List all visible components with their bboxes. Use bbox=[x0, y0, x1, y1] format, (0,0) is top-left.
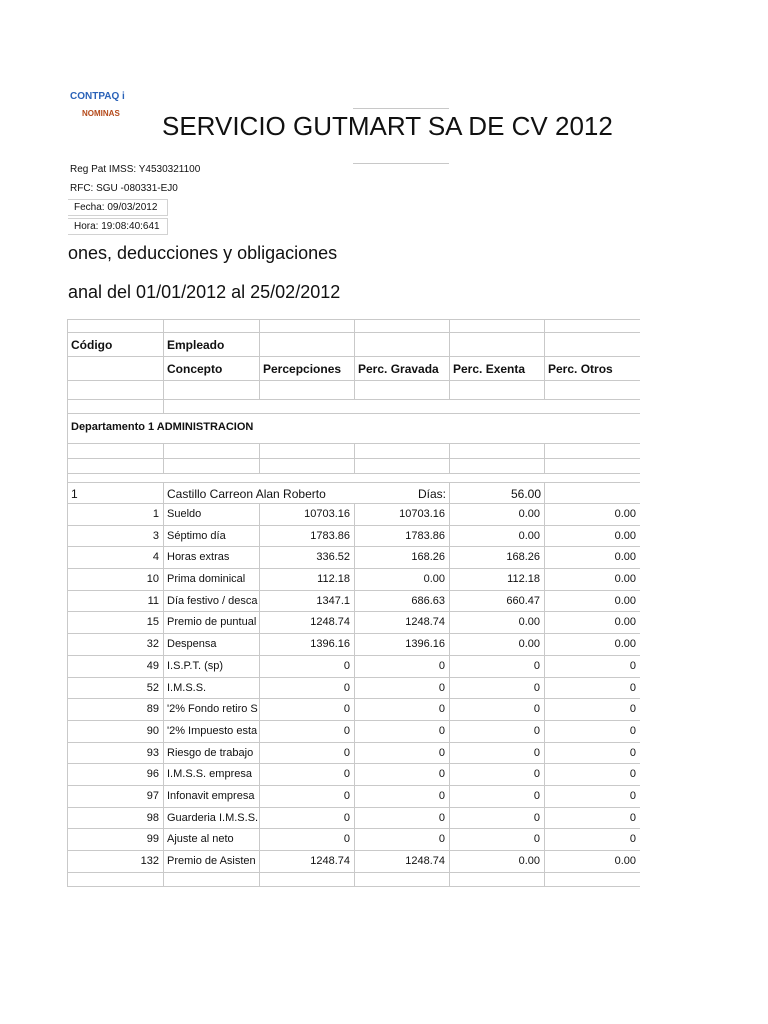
table-row bbox=[68, 526, 640, 548]
concept-code: 49 bbox=[146, 659, 159, 672]
table-row bbox=[68, 504, 640, 526]
brand-logo-text: CONTPAQ i bbox=[70, 91, 125, 102]
employee-row bbox=[68, 482, 640, 504]
perc-gravada-value: 1248.74 bbox=[354, 612, 449, 633]
perc-gravada-value: 0 bbox=[354, 699, 449, 720]
header-concepto: Concepto bbox=[163, 357, 259, 380]
table-row bbox=[68, 851, 640, 873]
concept-name: Séptimo día bbox=[163, 526, 259, 547]
percepciones-value: 1248.74 bbox=[259, 851, 354, 872]
header-perc-exenta: Perc. Exenta bbox=[449, 357, 544, 380]
concept-code: 97 bbox=[146, 789, 159, 802]
percepciones-value: 10703.16 bbox=[259, 504, 354, 525]
perc-exenta-value: 0.00 bbox=[449, 526, 544, 547]
percepciones-value: 0 bbox=[259, 764, 354, 785]
perc-gravada-value: 168.26 bbox=[354, 547, 449, 568]
company-title: SERVICIO GUTMART SA DE CV 2012 bbox=[162, 111, 613, 141]
perc-otros-value: 0 bbox=[544, 786, 640, 807]
fecha: Fecha: 09/03/2012 bbox=[68, 199, 168, 216]
concept-rows bbox=[68, 504, 640, 873]
perc-otros-value: 0.00 bbox=[544, 851, 640, 872]
header-divider-bottom bbox=[353, 163, 449, 164]
table-spacer-row bbox=[68, 459, 640, 474]
perc-gravada-value: 1248.74 bbox=[354, 851, 449, 872]
rfc: RFC: SGU -080331-EJ0 bbox=[70, 183, 178, 194]
perc-gravada-value: 0 bbox=[354, 721, 449, 742]
perc-exenta-value: 0 bbox=[449, 829, 544, 850]
concept-name: Día festivo / desca bbox=[163, 591, 259, 612]
table-row bbox=[68, 786, 640, 808]
concept-name: Premio de puntual bbox=[163, 612, 259, 633]
reg-pat-imss: Reg Pat IMSS: Y4530321100 bbox=[70, 164, 201, 175]
concept-code: 32 bbox=[146, 638, 159, 651]
header-codigo: Código bbox=[71, 338, 113, 352]
table-spacer-row bbox=[68, 381, 640, 400]
perc-gravada-value: 1396.16 bbox=[354, 634, 449, 655]
perc-otros-value: 0 bbox=[544, 743, 640, 764]
perc-gravada-value: 686.63 bbox=[354, 591, 449, 612]
concept-name: Horas extras bbox=[163, 547, 259, 568]
percepciones-value: 1396.16 bbox=[259, 634, 354, 655]
perc-exenta-value: 660.47 bbox=[449, 591, 544, 612]
module-label: NOMINAS bbox=[82, 109, 120, 118]
perc-gravada-value: 0 bbox=[354, 656, 449, 677]
table-row bbox=[68, 764, 640, 786]
concept-code: 96 bbox=[146, 768, 159, 781]
percepciones-value: 0 bbox=[259, 808, 354, 829]
perc-gravada-value: 10703.16 bbox=[354, 504, 449, 525]
perc-otros-value: 0.00 bbox=[544, 569, 640, 590]
concept-name: Guarderia I.M.S.S. bbox=[163, 808, 259, 829]
table-row bbox=[68, 547, 640, 569]
table-row bbox=[68, 699, 640, 721]
concept-name: '2% Fondo retiro S bbox=[163, 699, 259, 720]
concept-code: 10 bbox=[146, 573, 159, 586]
perc-exenta-value: 0.00 bbox=[449, 504, 544, 525]
concept-name: '2% Impuesto esta bbox=[163, 721, 259, 742]
perc-otros-value: 0 bbox=[544, 678, 640, 699]
table-row bbox=[68, 591, 640, 613]
concept-code: 93 bbox=[146, 746, 159, 759]
perc-exenta-value: 0 bbox=[449, 721, 544, 742]
perc-gravada-value: 0 bbox=[354, 764, 449, 785]
table-row bbox=[68, 808, 640, 830]
perc-gravada-value: 0 bbox=[354, 743, 449, 764]
table-row bbox=[68, 634, 640, 656]
percepciones-value: 0 bbox=[259, 786, 354, 807]
concept-code: 4 bbox=[152, 551, 159, 564]
concept-code: 90 bbox=[146, 724, 159, 737]
concept-name: Riesgo de trabajo bbox=[163, 743, 259, 764]
perc-gravada-value: 0 bbox=[354, 678, 449, 699]
concept-code: 52 bbox=[146, 681, 159, 694]
perc-otros-value: 0.00 bbox=[544, 634, 640, 655]
report-period: anal del 01/01/2012 al 25/02/2012 bbox=[68, 282, 341, 302]
perc-exenta-value: 0 bbox=[449, 656, 544, 677]
concept-name: Infonavit empresa bbox=[163, 786, 259, 807]
perc-exenta-value: 0 bbox=[449, 678, 544, 699]
payroll-table bbox=[67, 319, 640, 887]
perc-exenta-value: 0.00 bbox=[449, 851, 544, 872]
table-row bbox=[68, 612, 640, 634]
perc-exenta-value: 0 bbox=[449, 808, 544, 829]
hora: Hora: 19:08:40:641 bbox=[68, 218, 168, 235]
perc-otros-value: 0.00 bbox=[544, 547, 640, 568]
concept-code: 89 bbox=[146, 703, 159, 716]
table-spacer-row bbox=[68, 400, 640, 414]
percepciones-value: 1347.1 bbox=[259, 591, 354, 612]
perc-otros-value: 0 bbox=[544, 656, 640, 677]
table-header-row-1 bbox=[68, 333, 640, 357]
percepciones-value: 0 bbox=[259, 678, 354, 699]
concept-code: 15 bbox=[146, 616, 159, 629]
concept-name: I.M.S.S. bbox=[163, 678, 259, 699]
perc-otros-value: 0.00 bbox=[544, 504, 640, 525]
table-header-row-2 bbox=[68, 357, 640, 381]
perc-otros-value: 0.00 bbox=[544, 612, 640, 633]
table-row bbox=[68, 829, 640, 851]
header-divider-top bbox=[353, 108, 449, 109]
header-perc-otros: Perc. Otros bbox=[544, 357, 640, 380]
perc-exenta-value: 0 bbox=[449, 786, 544, 807]
table-row bbox=[68, 656, 640, 678]
percepciones-value: 0 bbox=[259, 721, 354, 742]
employee-code: 1 bbox=[71, 487, 78, 501]
report-title: ones, deducciones y obligaciones bbox=[68, 243, 338, 263]
perc-gravada-value: 0.00 bbox=[354, 569, 449, 590]
concept-name: Ajuste al neto bbox=[163, 829, 259, 850]
department-label: Departamento 1 ADMINISTRACION bbox=[71, 421, 254, 433]
concept-name: I.M.S.S. empresa bbox=[163, 764, 259, 785]
perc-otros-value: 0.00 bbox=[544, 526, 640, 547]
concept-name: I.S.P.T. (sp) bbox=[163, 656, 259, 677]
percepciones-value: 1248.74 bbox=[259, 612, 354, 633]
perc-exenta-value: 0.00 bbox=[449, 612, 544, 633]
header-percepciones: Percepciones bbox=[259, 357, 354, 380]
perc-otros-value: 0 bbox=[544, 764, 640, 785]
header-perc-gravada: Perc. Gravada bbox=[354, 357, 449, 380]
concept-name: Premio de Asisten bbox=[163, 851, 259, 872]
concept-code: 3 bbox=[152, 529, 159, 542]
percepciones-value: 112.18 bbox=[259, 569, 354, 590]
perc-exenta-value: 0 bbox=[449, 699, 544, 720]
concept-code: 98 bbox=[146, 811, 159, 824]
percepciones-value: 336.52 bbox=[259, 547, 354, 568]
perc-otros-value: 0 bbox=[544, 808, 640, 829]
percepciones-value: 0 bbox=[259, 743, 354, 764]
perc-gravada-value: 0 bbox=[354, 808, 449, 829]
perc-otros-value: 0 bbox=[544, 721, 640, 742]
perc-otros-value: 0 bbox=[544, 699, 640, 720]
perc-gravada-value: 0 bbox=[354, 829, 449, 850]
concept-name: Prima dominical bbox=[163, 569, 259, 590]
perc-otros-value: 0 bbox=[544, 829, 640, 850]
concept-code: 132 bbox=[140, 855, 159, 867]
concept-name: Sueldo bbox=[163, 504, 259, 525]
percepciones-value: 1783.86 bbox=[259, 526, 354, 547]
concept-code: 1 bbox=[152, 508, 159, 520]
perc-otros-value: 0.00 bbox=[544, 591, 640, 612]
percepciones-value: 0 bbox=[259, 699, 354, 720]
department-row bbox=[68, 414, 640, 444]
perc-exenta-value: 112.18 bbox=[449, 569, 544, 590]
perc-exenta-value: 0.00 bbox=[449, 634, 544, 655]
concept-code: 11 bbox=[147, 594, 159, 607]
perc-exenta-value: 0 bbox=[449, 764, 544, 785]
perc-exenta-value: 0 bbox=[449, 743, 544, 764]
percepciones-value: 0 bbox=[259, 656, 354, 677]
table-row bbox=[68, 678, 640, 700]
perc-gravada-value: 1783.86 bbox=[354, 526, 449, 547]
table-row bbox=[68, 743, 640, 765]
table-row bbox=[68, 721, 640, 743]
percepciones-value: 0 bbox=[259, 829, 354, 850]
table-spacer-row bbox=[68, 474, 640, 482]
table-spacer-row bbox=[68, 873, 640, 887]
table-row bbox=[68, 569, 640, 591]
concept-name: Despensa bbox=[163, 634, 259, 655]
perc-exenta-value: 168.26 bbox=[449, 547, 544, 568]
header-empleado: Empleado bbox=[163, 333, 259, 356]
table-spacer-row bbox=[68, 319, 640, 333]
employee-name: Castillo Carreon Alan Roberto bbox=[163, 483, 354, 503]
dias-value: 56.00 bbox=[449, 483, 544, 503]
perc-gravada-value: 0 bbox=[354, 786, 449, 807]
table-spacer-row bbox=[68, 444, 640, 459]
concept-code: 99 bbox=[146, 833, 159, 846]
dias-label: Días: bbox=[417, 487, 446, 501]
